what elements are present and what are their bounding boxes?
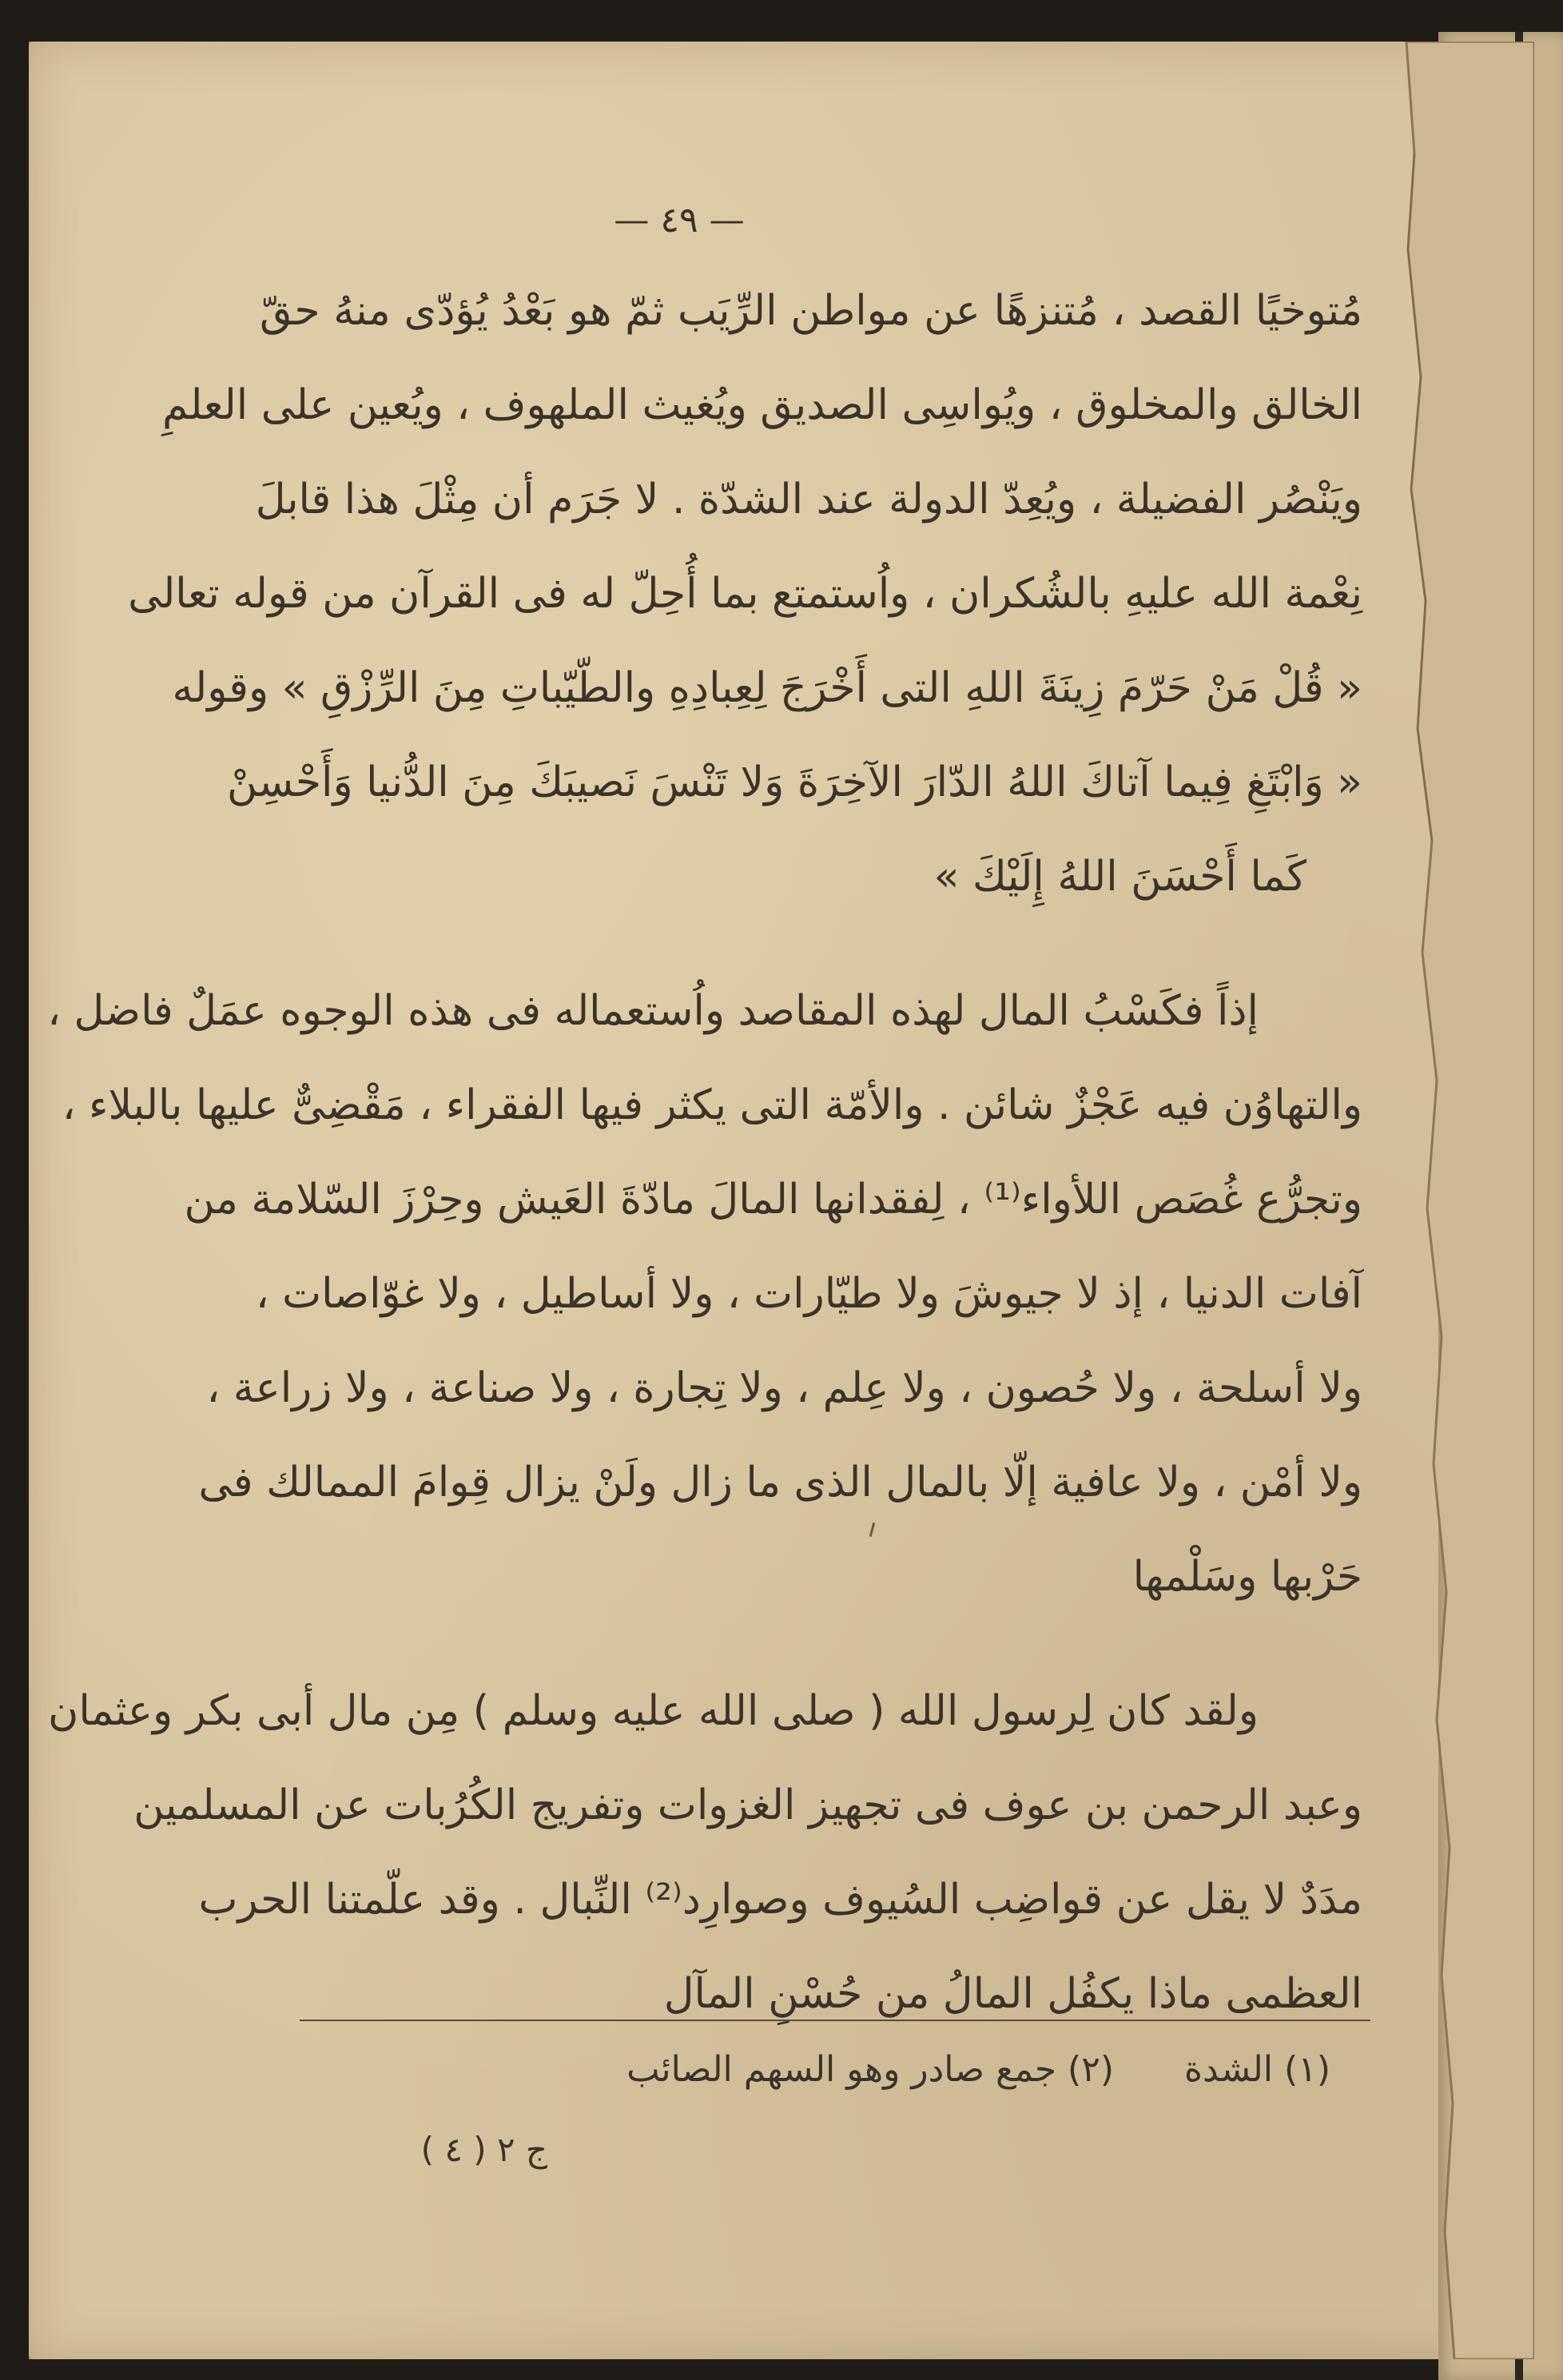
text-line: ويَنْصُر الفضيلة ، ويُعِدّ الدولة عند الشدّة . لا جَرَم أن مِثْلَ هذا قابلَ bbox=[255, 476, 1362, 523]
text-line: « قُلْ مَنْ حَرّمَ زِينَةَ اللهِ التى أَخْرَجَ لِعِبادِهِ والطّيّباتِ مِنَ الرِّزْقِ » وقوله bbox=[172, 664, 1362, 712]
footnote-2: (٢) جمع صادر وهو السهم الصائب bbox=[626, 2049, 1114, 2090]
text-line: إذاً فكَسْبُ المال لهذه المقاصد واُستعماله فى هذه الوجوه عمَلٌ فاضل ، bbox=[47, 987, 1259, 1035]
text-line: « وَابْتَغِ فِيما آتاكَ اللهُ الدّارَ الآخِرَةَ وَلا تَنْسَ نَصيبَكَ مِنَ الدُّنيا وَأَحْسِنْ bbox=[226, 758, 1362, 806]
text-line: مدَدٌ لا يقل عن قواضِب السُيوف وصوارِد⁽²⁾ النِّبال . وقد علّمتنا الحرب bbox=[198, 1876, 1362, 1924]
text-line: ولا أسلحة ، ولا حُصون ، ولا عِلم ، ولا تِجارة ، ولا صناعة ، ولا زراعة ، bbox=[206, 1364, 1362, 1412]
footnotes bbox=[260, 2034, 1330, 2106]
printer-signature: ج ٢ ( ٤ ) bbox=[420, 2130, 547, 2169]
page-number: — ٤٩ — bbox=[614, 200, 745, 241]
text-line: نِعْمة الله عليهِ بالشُكران ، واُستمتع بما أُحِلّ له فى القرآن من قوله تعالى bbox=[128, 570, 1362, 618]
text-line: ولا أمْن ، ولا عافية إلّا بالمال الذى ما زال ولَنْ يزال قِوامَ الممالك فى bbox=[198, 1459, 1362, 1506]
text-line: ولقد كان لِرسول الله ( صلى الله عليه وسلم ) مِن مال أبى بكر وعثمان bbox=[48, 1687, 1259, 1735]
main-text bbox=[47, 264, 1362, 2041]
text-line: وعبد الرحمن بن عوف فى تجهيز الغزوات وتفريج الكُرُبات عن المسلمين bbox=[133, 1781, 1362, 1829]
text-line: آفات الدنيا ، إذ لا جيوشَ ولا طيّارات ، ولا أساطيل ، ولا غوّاصات ، bbox=[255, 1270, 1362, 1318]
footnote-separator bbox=[300, 2020, 1370, 2021]
text-line: وتجرُّع غُصَص اللأواء⁽¹⁾ ، لِفقدانها المالَ مادّةَ العَيش وحِرْزَ السّلامة من bbox=[184, 1176, 1362, 1224]
text-line: الخالق والمخلوق ، ويُواسِى الصديق ويُغيث الملهوف ، ويُعين على العلمِ bbox=[161, 381, 1362, 429]
text-line: حَرْبها وسَلْمها bbox=[1132, 1553, 1362, 1601]
text-line: مُتوخيًا القصد ، مُتنزهًا عن مواطن الرِّيَب ثمّ هو بَعْدُ يُؤدّى منهُ حقّ bbox=[260, 287, 1362, 335]
footnote-1: (١) الشدة bbox=[1184, 2049, 1330, 2090]
text-line: والتهاوُن فيه عَجْزٌ شائن . والأمّة التى يكثر فيها الفقراء ، مَقْضِىٌّ عليها بالبلاء ، bbox=[62, 1081, 1362, 1129]
text-line: كَما أَحْسَنَ اللهُ إِلَيْكَ » bbox=[933, 853, 1306, 901]
text-line: العظمى ماذا يكفُل المالُ من حُسْنِ المآل bbox=[663, 1970, 1362, 2018]
torn-page-edge bbox=[1358, 42, 1534, 2359]
